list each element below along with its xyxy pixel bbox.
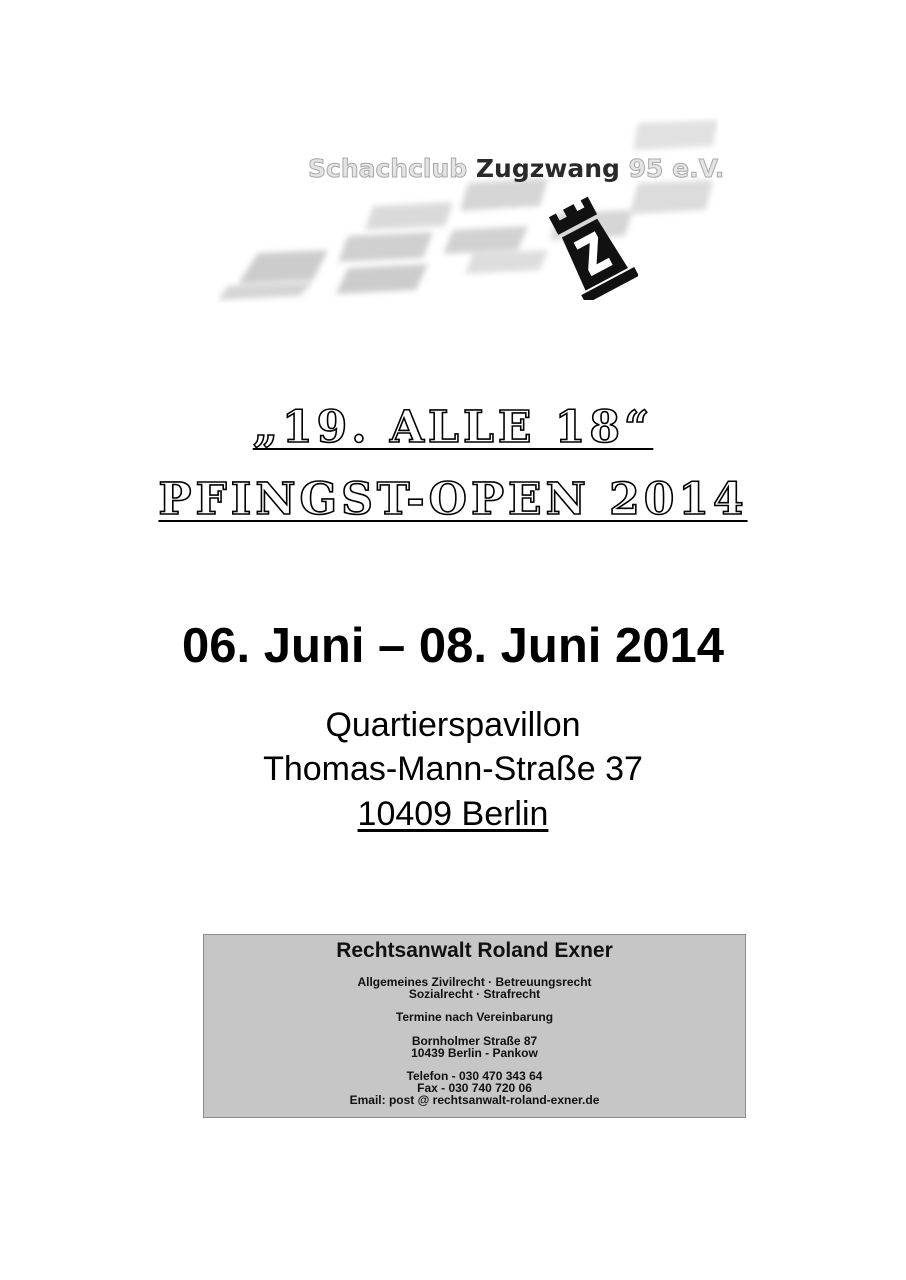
tournament-title-line1: „19. ALLE 18“	[252, 402, 654, 453]
tournament-title-line2: PFINGST-OPEN 2014	[158, 474, 748, 525]
club-logo	[218, 118, 725, 303]
ad-line-practice-2: Sozialrecht · Strafrecht	[408, 987, 541, 1001]
lawyer-advertisement	[203, 934, 746, 1118]
venue-name: Quartierspavillon	[325, 706, 581, 744]
venue-city: 10409 Berlin	[357, 795, 549, 833]
ad-line-fax: Fax - 030 740 720 06	[417, 1081, 532, 1095]
ad-line-practice-1: Allgemeines Zivilrecht · Betreuungsrecht	[357, 975, 592, 989]
ad-line-appointments: Termine nach Vereinbarung	[395, 1010, 554, 1024]
tournament-dates: 06. Juni – 08. Juni 2014	[181, 619, 724, 673]
ad-title: Rechtsanwalt Roland Exner	[336, 939, 613, 962]
ad-line-phone: Telefon - 030 470 343 64	[406, 1069, 543, 1083]
ad-line-street: Bornholmer Straße 87	[411, 1034, 538, 1048]
rook-z-icon	[538, 188, 638, 300]
ad-line-email: Email: post @ rechtsanwalt-roland-exner.de	[349, 1093, 600, 1107]
club-name: Schachclub Zugzwang 95 e.V.	[308, 154, 725, 183]
chessboard-graphic	[218, 118, 718, 303]
venue-street: Thomas-Mann-Straße 37	[263, 750, 643, 788]
ad-line-city: 10439 Berlin - Pankow	[411, 1046, 538, 1060]
